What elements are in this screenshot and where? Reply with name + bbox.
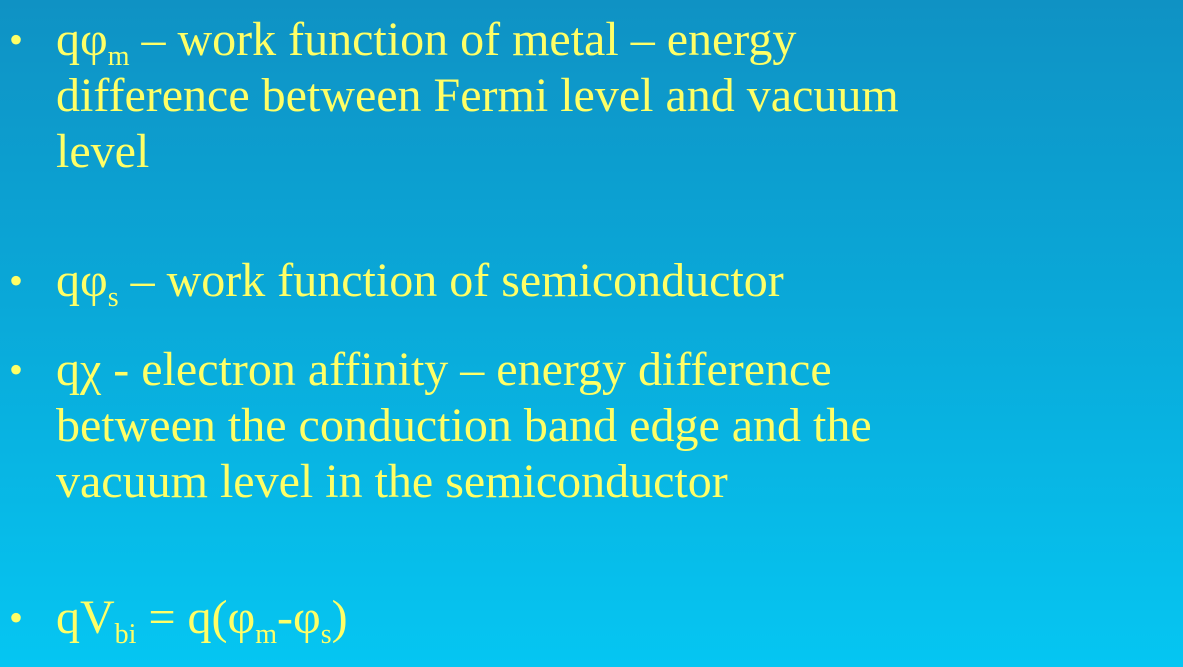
subscript: s xyxy=(320,619,332,650)
text-line: qχ - electron affinity – energy difference xyxy=(56,343,832,396)
bullet-icon: • xyxy=(9,17,24,62)
text-line xyxy=(56,12,899,72)
bullet-text xyxy=(56,342,872,510)
text-fragment: – work function of metal – energy xyxy=(129,13,797,66)
text-line: between the conduction band edge and the xyxy=(56,399,872,452)
bullet-text xyxy=(56,590,348,650)
bullet-text xyxy=(56,253,784,313)
text-fragment: qφ xyxy=(56,254,108,307)
bullet-icon: • xyxy=(9,347,24,392)
text-line xyxy=(56,253,784,313)
subscript: bi xyxy=(114,619,137,650)
text-fragment: qφ xyxy=(56,13,108,66)
subscript: s xyxy=(107,282,119,313)
text-fragment: = q(φ xyxy=(136,591,256,644)
bullet-icon: • xyxy=(9,595,24,640)
subscript: m xyxy=(255,619,277,650)
subscript: m xyxy=(107,41,130,72)
bullet-text xyxy=(56,12,899,180)
text-line: vacuum level in the semiconductor xyxy=(56,455,728,508)
text-fragment: qV xyxy=(56,591,115,644)
text-fragment: – work function of semiconductor xyxy=(118,254,784,307)
text-line xyxy=(56,590,348,650)
text-line: level xyxy=(56,125,150,178)
text-fragment: ) xyxy=(331,591,348,644)
text-line: difference between Fermi level and vacuum xyxy=(56,69,899,122)
text-fragment: -φ xyxy=(277,591,321,644)
bullet-icon: • xyxy=(9,258,24,303)
